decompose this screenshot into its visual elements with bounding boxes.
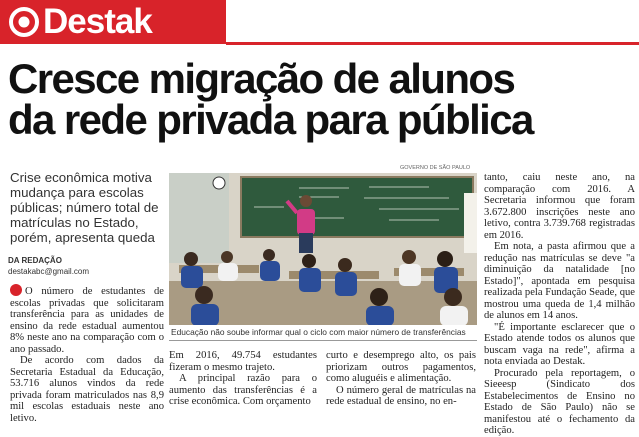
photo-credit: GOVERNO DE SÃO PAULO [400, 165, 471, 171]
logo-text: Destak [43, 2, 152, 41]
paragraph: Em 2016, 49.754 estudantes fizeram o mesmo trajeto. [169, 350, 317, 373]
bullet-icon [10, 284, 22, 296]
byline-name: DA REDAÇÃO [8, 256, 62, 265]
paragraph: Em nota, a pasta afirmou que a redução nas matrículas se deve "a diminuição da natalidade [no Estado]", apontada em pesquisa realizada pela Fundação Seade, que mostrou uma queda de 1,4 milhão de alunos em 14 anos. [484, 241, 635, 321]
masthead-logo [0, 0, 226, 44]
headline [8, 55, 636, 143]
photo-caption: Educação não soube informar qual o ciclo com maior número de transferências [171, 327, 466, 337]
masthead-rule [226, 42, 639, 45]
body-column-2 [169, 350, 317, 408]
classroom-photo [169, 173, 477, 325]
paragraph: A principal razão para o aumento das transferências é a crise econômica. Com orçamento [169, 373, 317, 407]
headline-line-1: Cresce migração de alunos [8, 55, 515, 102]
paragraph: "É importante esclarecer que o Estado atende todos os alunos que buscam vaga na rede", afirma a nota enviada ao Destak. [484, 321, 635, 367]
caption-divider [169, 340, 477, 341]
deck-subtitle: Crise econômica motiva mudança para escolas públicas; número total de matrículas no Estado, porém, apresenta queda [10, 170, 159, 245]
paragraph: tanto, caiu neste ano, na comparação com 2016. A Secretaria informou que foram 3.672.800 inscrições neste ano letivo, contra 3.739.768 registradas em 2016. [484, 172, 635, 241]
destak-logo-icon [9, 7, 39, 37]
classroom-illustration [169, 173, 477, 325]
paragraph: Procurado pela reportagem, o Sieeesp (Sindicato dos Estabelecimentos de Ensino no Estado de São Paulo) não se manifestou até o fechamento da edição. [484, 367, 635, 436]
body-column-4 [484, 172, 635, 437]
paragraph: O número de estudantes de escolas privadas que solicitaram transferência para as unidades de ensino da rede estadual aumentou 8% neste ano na comparação com o ano passado. [10, 286, 164, 355]
paragraph: O número geral de matrículas na rede estadual de ensino, no en- [326, 384, 476, 407]
headline-line-2: da rede privada para pública [8, 96, 533, 143]
byline-email[interactable]: destakabc@gmail.com [8, 267, 90, 276]
body-column-1 [10, 284, 164, 424]
byline [8, 256, 164, 279]
body-column-3 [326, 350, 476, 408]
paragraph: De acordo com dados da Secretaria Estadual da Educação, 53.716 alunos vindos da rede privada foram matriculados nas 8,9 mil escolas estaduais neste ano letivo. [10, 355, 164, 424]
paragraph: curto e desemprego alto, os pais priorizam outros pagamentos, como aluguéis e alimentação. [326, 350, 476, 384]
